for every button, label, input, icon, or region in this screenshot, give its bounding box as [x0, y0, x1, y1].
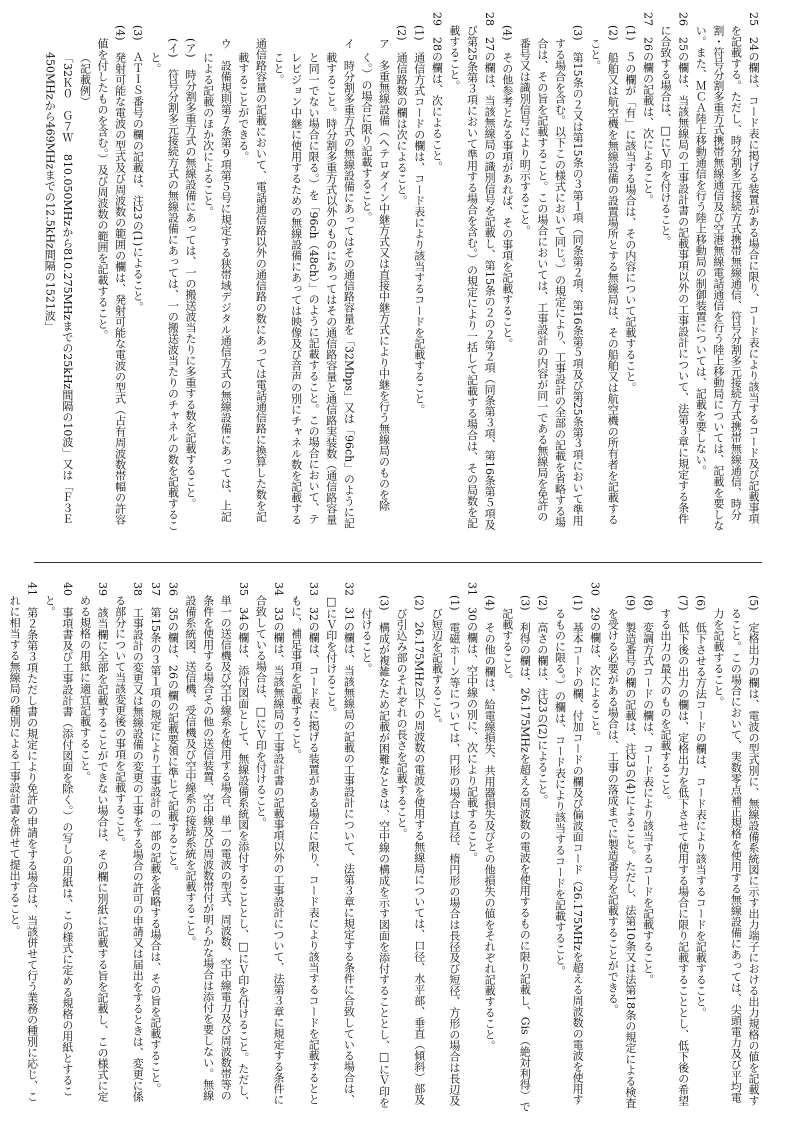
note-item — [481, 582, 499, 1112]
note-text: 利得の欄は、26.175MHzを超える周波数の電波を使用するものに限り記載し、Gis（絶対利得）で記載すること。 — [500, 608, 532, 1112]
note-item — [428, 12, 446, 532]
note-number: 31 — [465, 582, 479, 596]
note-item — [234, 12, 269, 532]
note-number: (7) — [676, 595, 690, 611]
note-text: 工事設計の変更又は無線設備の変更の工事をする場合の許可の申請又は届出をするときは、変更に係る部分について当該変更後の事項を記載すること。 — [113, 595, 145, 1102]
note-item — [181, 582, 251, 1112]
note-item — [393, 582, 428, 1112]
note-number: (2) — [412, 595, 426, 611]
note-item — [181, 12, 199, 532]
note-number: (4) — [500, 25, 514, 41]
note-text: 24の欄は、コード表に掲げる装置がある場合に限り、コード表により該当するコード及び記載事項を記載する。ただし、時分割多元接続方式携帯無線通信、符号分割多元接続方式携帯無線通信、時分割・符号分割多重方式携帯無線通信及び空港無線電話通信を行う陸上移動局については、記載を要しない。また、ＭＣＡ陸上移動通信を行う陸上移動局の制御装置については、記載を要しない。 — [694, 25, 760, 532]
note-text: 船舶又は航空機を無線設備の設置場所とする無線局は、その船舶又は航空機の所有者を記載すること。 — [588, 38, 620, 525]
notes-column-top — [34, 12, 762, 535]
note-item — [498, 582, 533, 1112]
note-text: 該当欄に全部を記載することができない場合は、その欄に別紙に記載する旨を記載し、この様式に定める規格の用紙に適宜記載すること。 — [78, 595, 110, 1102]
note-item — [656, 12, 691, 532]
note-item — [639, 12, 657, 532]
note-number: (3) — [377, 595, 391, 611]
note-number: (6) — [694, 595, 708, 611]
note-item — [146, 12, 181, 532]
note-text: 設備規則第７条第９項第５号に規定する狭帯域デジタル通信方式の無線設備にあっては、上記による記載のほか次によること。 — [201, 51, 233, 523]
note-number: (4) — [113, 25, 127, 41]
note-number: (1) — [571, 595, 585, 611]
note-item — [551, 582, 586, 1112]
note-number: (4) — [483, 595, 497, 611]
note-item — [586, 582, 604, 1112]
note-item — [498, 12, 516, 532]
note-text: その他の欄は、給電線損失、共用器損失及びその他損失の値をそれぞれ記載すること。 — [483, 621, 497, 1051]
note-number: (ア) — [184, 38, 197, 58]
note-number: 25 — [747, 12, 760, 26]
note-text: 変調方式コードの欄は、コード表により該当するコードを記載すること。 — [641, 621, 655, 985]
note-number: 41 — [25, 582, 39, 596]
note-number: ウ — [219, 38, 233, 50]
note-text: 31の欄は、当該無線局の記載の工事設計について、法第３章に規定する条件に合致している場合は、□にＶ印を付けること。 — [324, 595, 356, 1105]
note-number: (3) — [571, 25, 585, 41]
note-text: 第15条の３第１項の規定により工事設計の一部の記載を省略する場合は、その旨を記載すること。 — [148, 607, 162, 1094]
note-item — [621, 12, 639, 532]
note-item — [287, 582, 322, 1112]
note-number: (2) — [535, 595, 549, 611]
note-number: 39 — [96, 582, 110, 596]
note-text: 第15条の２又は第15条の３第１項（同条第２項、第16条第５項及び第25条第３項において準用する場合を含む。以下この様式において同じ。）の規定により、工事設計の全部の記載を省略する場合は、その旨を記載すること。この場合においては、工事設計の内容が同一である無線局を免許の番号又は識別信号により明示すること。 — [518, 38, 585, 528]
note-text: 26の欄の記載は、次によること。 — [641, 37, 655, 205]
note-text: その他参考となる事項があれば、その事項を記載すること。 — [500, 51, 514, 349]
note-item — [393, 12, 411, 532]
note-number: 27 — [641, 12, 655, 26]
notes-column-bottom — [8, 582, 762, 1112]
note-text: 29の欄は、次によること。 — [588, 607, 602, 742]
note-text: 26.175MHz以下の周波数の電波を使用する無線局については、口径、水平部、垂直（傾斜）部及び引込み部のそれぞれの長さを記載すること。 — [395, 608, 426, 1105]
note-item — [428, 582, 463, 1112]
note-text: 通信路数の欄は次によること。 — [395, 51, 409, 206]
note-number: 32 — [342, 582, 356, 596]
note-text: 35の欄は、26の欄の記載要領に準じて記載すること。 — [166, 607, 180, 877]
note-text: 25の欄は、当該無線局の工事設計書の記載事項以外の工事設計について、法第３章に規定する条件に合致する場合は、□にＶ印を付けること。 — [659, 25, 690, 524]
note-item — [5, 582, 40, 1112]
note-item — [604, 582, 639, 1112]
note-number: 29 — [430, 12, 444, 26]
note-item — [463, 582, 481, 1112]
note-item — [410, 12, 428, 532]
note-number: (イ) — [166, 38, 180, 58]
note-text: 基本コードの欄、付加コードの欄及び偏波面コード（26.175MHzを超える周波数の電波を使用するものに限る。）の欄は、コード表により該当するコードを記載すること。 — [553, 608, 585, 1105]
note-item — [692, 12, 762, 532]
note-text: ５の欄が「有」に該当する場合は、その内容について記載すること。 — [623, 51, 637, 393]
note-number: (9) — [623, 595, 637, 611]
note-text: 32の欄は、コード表に掲げる装置がある場合に限り、コード表により該当するコードを記載するとともに、補足事項を記載すること。 — [289, 595, 321, 1105]
note-item — [516, 12, 586, 532]
note-number: 28 — [483, 12, 497, 26]
note-item — [164, 582, 182, 1112]
note-number: (8) — [641, 595, 655, 611]
note-item — [357, 12, 392, 532]
note-text: 通信方式コードの欄は、コード表により該当するコードを記載すること。 — [412, 51, 426, 415]
note-number: (5) — [747, 595, 760, 611]
note-number: 35 — [236, 582, 250, 596]
note-text: 製造番号の欄の記載は、注23の(4)によること。ただし、法第10条又は法第18条の規定による検査を受ける必要がある場合は、工事の落成までに製造番号を記載することができる。 — [606, 608, 637, 1109]
note-number: (3) — [131, 25, 145, 41]
note-text: （記載例） — [78, 51, 92, 107]
note-item — [41, 582, 76, 1112]
note-text: ＡＴＩＳ番号の欄の記載は、注23の(1)によること。 — [131, 51, 145, 313]
note-number: 36 — [166, 582, 180, 596]
note-number: 38 — [131, 582, 145, 596]
note-item — [252, 582, 287, 1112]
note-number: 26 — [676, 12, 690, 26]
note-item — [146, 582, 164, 1112]
note-item — [199, 12, 234, 532]
note-text: 「32Ｋ０ Ｇ７Ｗ 810.050MHzから810.275MHzまでの25kHz間隔の10波」又は「Ｆ３Ｅ 450MHzから469MHzまでの12.5kHz間隔の1521波」 — [43, 51, 74, 535]
note-item — [76, 582, 111, 1112]
note-text: 符号分割多元接続方式の無線設備にあっては、一の搬送波当たりのチャネルの数を記載すること。 — [148, 51, 180, 531]
note-number: (3) — [518, 595, 532, 611]
note-item — [445, 12, 498, 532]
note-number: イ — [342, 38, 356, 50]
note-item — [129, 12, 147, 532]
note-number: ア — [377, 38, 391, 50]
note-number: (2) — [606, 25, 620, 41]
note-number: (1) — [412, 25, 426, 41]
note-number: 40 — [60, 582, 74, 596]
note-item — [322, 582, 357, 1112]
note-item — [639, 582, 657, 1112]
note-text: 発射可能な電波の型式及び周波数の範囲の欄は、発射可能な電波の型式（占有周波数帯幅の許容値を付したものを含む。）及び周波数の範囲を記載すること。 — [96, 38, 127, 525]
note-text: 構成が複雑なため記載が困難なときは、空中線の構成を示す図面を添付することとし、□にＶ印を付けること。 — [359, 608, 391, 1108]
note-text: 28の欄は、次によること。 — [430, 37, 444, 172]
note-item — [709, 582, 762, 1112]
note-text: 30の欄は、空中線の別に、次により記載すること。 — [465, 607, 479, 863]
note-item — [586, 12, 621, 532]
note-item — [269, 12, 357, 532]
note-item — [93, 12, 128, 532]
note-number: 34 — [271, 582, 285, 596]
note-item — [692, 582, 710, 1112]
note-number: (1) — [623, 25, 637, 41]
note-text: 通信路容量の記載において、電話通信路以外の通信路の数にあっては電話通信路に換算した数を記載することができる。 — [236, 38, 268, 523]
note-text: 事項書及び工事設計書（添付図面を除く。）の写しの用紙は、この様式に定める規格の用紙とすること。 — [43, 595, 74, 1097]
note-number: 30 — [588, 582, 602, 596]
note-item — [357, 582, 392, 1112]
note-item — [533, 582, 551, 1112]
note-text: 第２条第３項ただし書の規定により免許の申請をする場合は、当該併せて行う業務の種別に応じ、これに相当する無線局の種別による工事設計書を併せて提出すること。 — [8, 595, 39, 1102]
note-text: 時分割多重方式の無線設備にあってはその通信路容量を「32Mbps」又は「96ch」のように記載すること。時分割多重方式以外のものにあってはその通信路容量と通信路実装数（通信路容量と同一でない場合に限る。）を「96ch（48ch）」のように記載すること。この場合において、テレビジョン中継に使用するための無線設備にあっては映像及び音声の別にチャネル数を記載すること。 — [271, 51, 356, 529]
note-text: 時分割多重方式の無線設備にあっては、一の搬送波当たりに多重する数を記載すること。 — [184, 69, 197, 509]
note-text: 低下させる方法コードの欄は、コード表により該当するコードを記載すること。 — [694, 621, 708, 1018]
note-text: 多重無線設備（ヘテロダイン中継方式又は直接中継方式により中継を行う無線局のものを除く。）の場合に限り記載すること。 — [359, 51, 391, 512]
note-item — [111, 582, 146, 1112]
note-item — [41, 12, 76, 535]
note-text: 27の欄は、当該無線局の識別信号を記載し、第15条の２の２第２項（同条第３項、第16条第５項及び第25条第３項において準用する場合を含む。）の規定により一括して記載する場合は、その局数を記載すること。 — [447, 25, 497, 530]
note-text: 34の欄は、添付図面として、無線設備系統図を添付することとし、□にＶ印を付けること。ただし、単一の送信機及び空中線系を使用する場合、単一の電波の型式、周波数、空中線電力及び周波数帯等の条件を使用する場合その他の送信装置、空中線及び周波数帯付が明らかな場合は添付を要しない。無線設備系統図、送信機、受信機及び空中線系の接続系統を記載すること。 — [184, 595, 250, 1107]
note-text: 高さの欄は、注23の(2)によること。 — [535, 621, 549, 806]
note-number: 37 — [148, 582, 162, 596]
note-text: 33の欄は、当該無線局の工事設計書の記載事項以外の工事設計について、法第３章に規定する条件に合致している場合は、□にＶ印を付けること。 — [254, 595, 285, 1105]
note-number: (2) — [395, 25, 409, 41]
note-text: 定格出力の欄は、電波の型式別に、無線設備系統図に示す出力端子における出力規格の値を記載すること。この場合において、実数零点補正規格を使用する無線設備にあっては、尖頭電力及び平均電力を記載すること。 — [711, 608, 760, 1106]
note-item — [656, 582, 691, 1112]
note-number: (1) — [447, 595, 461, 611]
note-item — [76, 12, 94, 532]
note-text: 低下後の出力の欄は、定格出力を低下させて使用する場合に限り記載することとし、低下後の希望する出力の最大のものを記載すること。 — [659, 608, 690, 1106]
note-text: 電磁ホーン等については、円形の場合は直径、楕円形の場合は長径及び短径、方形の場合は長辺及び短辺を記載すること。 — [430, 608, 461, 1106]
column-divider — [34, 562, 762, 563]
note-number: 33 — [307, 582, 321, 596]
